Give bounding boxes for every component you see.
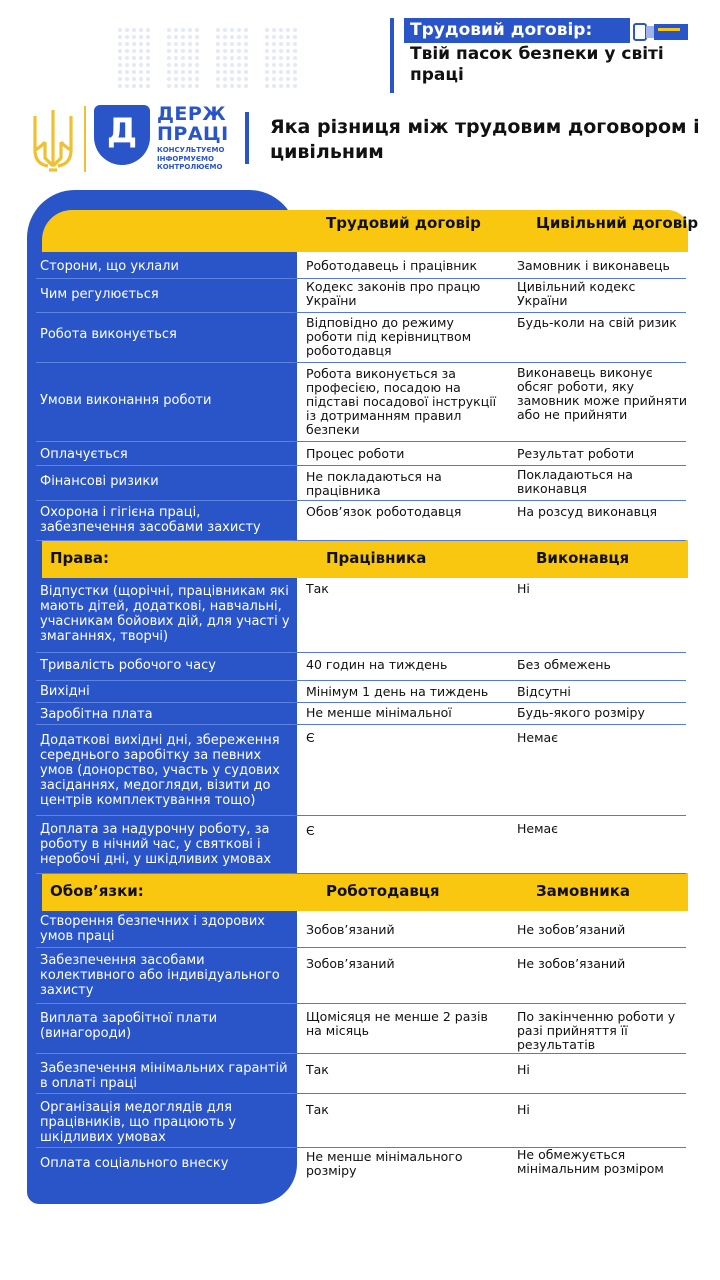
row-value-col2: Будь-якого розміру xyxy=(517,705,645,720)
decorative-dot xyxy=(293,70,297,74)
decorative-dot xyxy=(125,42,129,46)
decorative-dot xyxy=(279,42,283,46)
row-value-col1: Кодекс законів про працю України xyxy=(306,279,481,308)
row-value-col2: Цивільний кодекс України xyxy=(517,279,636,308)
row-label: Вихідні xyxy=(40,684,90,699)
decorative-dot xyxy=(279,63,283,67)
decorative-dot xyxy=(167,42,171,46)
decorative-dot xyxy=(132,35,136,39)
decorative-dot xyxy=(265,42,269,46)
header-contract-types xyxy=(42,210,699,252)
row-value-col1: Не покладаються на працівника xyxy=(306,469,442,498)
decorative-dot xyxy=(293,56,297,60)
decorative-dot xyxy=(132,77,136,81)
row-value-col2: Немає xyxy=(517,821,559,836)
decorative-dot xyxy=(223,49,227,53)
header-duties xyxy=(42,873,688,911)
decorative-dot xyxy=(167,28,171,32)
decorative-dot xyxy=(167,35,171,39)
header-rights-col-1: Працівника xyxy=(326,549,427,567)
row-divider xyxy=(294,947,686,948)
decorative-dot xyxy=(265,70,269,74)
headline-accent-bar xyxy=(245,112,249,164)
logo-tagline: КОНСУЛЬТУЄМО ІНФОРМУЄМО КОНТРОЛЮЄМО xyxy=(157,146,225,171)
row-label: Відпустки (щорічні, працівникам які мають дітей, додаткові, навчальні, учасникам бойових дій, для участі у змаганнях, творчі) xyxy=(40,584,290,644)
decorative-dot xyxy=(118,77,122,81)
decorative-dot xyxy=(139,35,143,39)
decorative-dot xyxy=(279,70,283,74)
decorative-dot xyxy=(272,28,276,32)
row-value-col1: Процес роботи xyxy=(306,446,405,461)
row-value-col2: По закінченню роботи у разі прийняття її результатів xyxy=(517,1009,676,1052)
decorative-dot xyxy=(265,84,269,88)
decorative-dot xyxy=(216,63,220,67)
row-value-col2: Результат роботи xyxy=(517,446,635,461)
row-divider xyxy=(36,540,294,541)
decorative-dot xyxy=(195,77,199,81)
header-contract-types-col-1: Трудовий договір xyxy=(326,214,481,232)
row-value-col1: Так xyxy=(306,581,329,596)
top-banner xyxy=(390,18,692,93)
decorative-dot xyxy=(195,70,199,74)
row-value-col1: Не менше мінімальної xyxy=(306,705,452,720)
row-value-col2: Немає xyxy=(517,730,559,745)
decorative-dot xyxy=(118,63,122,67)
decorative-dot xyxy=(181,35,185,39)
decorative-dot xyxy=(286,56,290,60)
row-label: Робота виконується xyxy=(40,327,177,342)
page-headline: Яка різниця між трудовим договором і цивільним xyxy=(270,116,700,163)
row-value-col2: Замовник і виконавець xyxy=(517,258,670,273)
decorative-dot xyxy=(167,70,171,74)
decorative-dot xyxy=(279,35,283,39)
row-label: Охорона і гігієна праці, забезпечення засобами захисту xyxy=(40,505,261,535)
row-value-col1: Роботодавець і працівник xyxy=(306,258,478,273)
decorative-dot xyxy=(195,28,199,32)
decorative-dot xyxy=(237,35,241,39)
decorative-dot xyxy=(286,84,290,88)
decorative-dot xyxy=(223,42,227,46)
decorative-dot xyxy=(195,63,199,67)
row-value-col2: Покладаються на виконавця xyxy=(517,467,633,496)
row-value-col2: Не обмежується мінімальним розміром xyxy=(517,1147,664,1176)
row-value-col1: Щомісяця не менше 2 разів на місяць xyxy=(306,1009,488,1038)
decorative-dot xyxy=(118,42,122,46)
decorative-dot xyxy=(167,49,171,53)
row-divider xyxy=(36,1093,294,1094)
decorative-dot xyxy=(244,77,248,81)
decorative-dot xyxy=(237,28,241,32)
decorative-dot xyxy=(230,35,234,39)
decorative-dot xyxy=(216,56,220,60)
row-value-col2: Не зобов’язаний xyxy=(517,956,626,971)
header-rights-col-2: Виконавця xyxy=(536,549,630,567)
decorative-dot xyxy=(125,56,129,60)
row-divider xyxy=(294,465,686,466)
decorative-dot xyxy=(230,49,234,53)
decorative-dot xyxy=(265,56,269,60)
banner-subtitle: Твій пасок безпеки у світі праці xyxy=(410,44,664,85)
row-value-col1: Мінімум 1 день на тиждень xyxy=(306,684,489,699)
banner-title: Трудовий договір: xyxy=(404,18,630,43)
decorative-dot xyxy=(146,56,150,60)
decorative-dot xyxy=(181,42,185,46)
decorative-dot xyxy=(118,28,122,32)
decorative-dot xyxy=(230,77,234,81)
row-divider xyxy=(294,873,686,874)
row-divider xyxy=(36,873,294,874)
pencil-icon xyxy=(632,18,690,46)
decorative-dot xyxy=(181,70,185,74)
decorative-dot xyxy=(118,49,122,53)
decorative-dot xyxy=(174,70,178,74)
decorative-dot xyxy=(293,63,297,67)
decorative-dot xyxy=(244,56,248,60)
row-label: Сторони, що уклали xyxy=(40,259,179,274)
decorative-dot xyxy=(118,56,122,60)
decorative-dot xyxy=(181,77,185,81)
decorative-dot xyxy=(244,49,248,53)
decorative-dot xyxy=(237,56,241,60)
decorative-dot xyxy=(279,49,283,53)
header-contract-types-col-2: Цивільний договір xyxy=(536,214,699,232)
decorative-dot xyxy=(244,42,248,46)
row-divider xyxy=(294,652,686,653)
row-label: Організація медоглядів для працівників, що працюють у шкідливих умовах xyxy=(40,1100,237,1145)
decorative-dot xyxy=(188,56,192,60)
row-divider xyxy=(294,680,686,681)
derzhpraci-logo-badge xyxy=(94,105,150,165)
decorative-dot xyxy=(244,84,248,88)
decorative-dot xyxy=(293,77,297,81)
decorative-dot xyxy=(188,28,192,32)
decorative-dot xyxy=(272,56,276,60)
decorative-dot xyxy=(195,84,199,88)
decorative-dot xyxy=(272,70,276,74)
decorative-dot xyxy=(286,77,290,81)
decorative-dot xyxy=(223,84,227,88)
logo-separator xyxy=(84,106,86,172)
decorative-dot xyxy=(181,56,185,60)
decorative-dot xyxy=(146,84,150,88)
decorative-dot xyxy=(181,84,185,88)
decorative-dot xyxy=(146,42,150,46)
row-value-col1: Не менше мінімального розміру xyxy=(306,1149,463,1178)
row-divider xyxy=(294,312,686,313)
row-value-col1: Відповідно до режиму роботи під керівництвом роботодавця xyxy=(306,315,472,358)
row-label: Умови виконання роботи xyxy=(40,393,212,408)
decorative-dot xyxy=(265,77,269,81)
decorative-dot xyxy=(279,56,283,60)
decorative-dot xyxy=(230,42,234,46)
row-divider xyxy=(36,278,294,279)
row-label: Створення безпечних і здорових умов праці xyxy=(40,914,265,944)
row-label: Фінансові ризики xyxy=(40,474,159,489)
row-divider xyxy=(36,947,294,948)
row-label: Тривалість робочого часу xyxy=(40,658,216,673)
decorative-dot xyxy=(286,28,290,32)
decorative-dot xyxy=(216,70,220,74)
decorative-dot xyxy=(223,63,227,67)
row-value-col2: Ні xyxy=(517,581,530,596)
decorative-dot xyxy=(125,63,129,67)
row-value-col1: Так xyxy=(306,1102,329,1117)
logo-title: ДЕРЖ ПРАЦІ xyxy=(157,103,229,145)
decorative-dot xyxy=(118,35,122,39)
decorative-dot xyxy=(195,35,199,39)
decorative-dot xyxy=(188,63,192,67)
header-rights-col-0: Права: xyxy=(50,549,110,567)
decorative-dot xyxy=(139,77,143,81)
decorative-dot xyxy=(146,49,150,53)
decorative-dot xyxy=(188,84,192,88)
row-divider xyxy=(36,680,294,681)
row-divider xyxy=(36,441,294,442)
decorative-dot xyxy=(286,42,290,46)
decorative-dot xyxy=(279,84,283,88)
row-value-col2: Виконавець виконує обсяг роботи, яку замовник може прийняти або не прийняти xyxy=(517,365,688,422)
decorative-dot xyxy=(139,49,143,53)
row-divider xyxy=(294,702,686,703)
decorative-dot xyxy=(181,63,185,67)
header-duties-col-1: Роботодавця xyxy=(326,882,440,900)
decorative-dot xyxy=(237,42,241,46)
decorative-dot xyxy=(244,63,248,67)
decorative-dot xyxy=(146,77,150,81)
row-value-col1: Робота виконується за професією, посадою на підставі посадової інструкції із дотриманням правил безпеки xyxy=(306,366,497,437)
decorative-dot xyxy=(132,84,136,88)
decorative-dot xyxy=(223,35,227,39)
decorative-dot xyxy=(237,77,241,81)
decorative-dot xyxy=(132,70,136,74)
decorative-dot xyxy=(195,56,199,60)
decorative-dot xyxy=(132,49,136,53)
decorative-dot xyxy=(223,77,227,81)
decorative-dot xyxy=(146,63,150,67)
row-divider xyxy=(36,312,294,313)
banner-accent-bar xyxy=(390,18,394,93)
decorative-dot xyxy=(216,77,220,81)
row-value-col2: Не зобов’язаний xyxy=(517,922,626,937)
decorative-dot xyxy=(286,49,290,53)
row-value-col1: 40 годин на тиждень xyxy=(306,657,448,672)
decorative-dot xyxy=(293,28,297,32)
row-value-col1: Зобов’язаний xyxy=(306,922,395,937)
row-value-col2: Будь-коли на свій ризик xyxy=(517,315,677,330)
row-value-col2: Без обмежень xyxy=(517,657,611,672)
header-duties-col-0: Обов’язки: xyxy=(50,882,144,900)
decorative-dot xyxy=(230,56,234,60)
decorative-dot xyxy=(132,28,136,32)
row-divider xyxy=(36,1147,294,1148)
decorative-dot xyxy=(216,28,220,32)
row-value-col2: Ні xyxy=(517,1102,530,1117)
decorative-dot xyxy=(272,42,276,46)
row-divider xyxy=(294,362,686,363)
row-divider xyxy=(294,815,686,816)
row-value-col2: Відсутні xyxy=(517,684,571,699)
row-divider xyxy=(294,540,686,541)
decorative-dot xyxy=(125,77,129,81)
row-label: Додаткові вихідні дні, збереження середнього заробітку за певних умов (донорство, участь у судових засіданнях, медогляди, візити до центрів комплектування тощо) xyxy=(40,733,280,808)
decorative-dot xyxy=(265,35,269,39)
decorative-dot xyxy=(125,49,129,53)
decorative-dot xyxy=(139,56,143,60)
decorative-dot xyxy=(167,63,171,67)
decorative-dot xyxy=(188,42,192,46)
decorative-dot xyxy=(188,77,192,81)
row-divider xyxy=(36,362,294,363)
logo-letter: Д xyxy=(106,111,138,151)
decorative-dot xyxy=(293,49,297,53)
row-label: Доплата за надурочну роботу, за роботу в нічний час, у святкові і неробочі дні, у шкідливих умовах xyxy=(40,822,272,867)
decorative-dot xyxy=(174,84,178,88)
decorative-dot xyxy=(139,28,143,32)
decorative-dot xyxy=(265,28,269,32)
decorative-dot xyxy=(188,70,192,74)
row-label: Забезпечення засобами колективного або індивідуального захисту xyxy=(40,953,280,998)
row-divider xyxy=(36,1053,294,1054)
decorative-dot xyxy=(167,56,171,60)
decorative-dot xyxy=(230,28,234,32)
decorative-dot xyxy=(216,35,220,39)
decorative-dot xyxy=(216,42,220,46)
decorative-dot xyxy=(174,56,178,60)
coat-of-arms-trident-icon xyxy=(28,106,78,174)
decorative-dot xyxy=(132,56,136,60)
row-value-col1: Є xyxy=(306,730,315,745)
row-value-col2: Ні xyxy=(517,1062,530,1077)
row-label: Оплачується xyxy=(40,447,128,462)
row-divider xyxy=(294,1093,686,1094)
row-divider xyxy=(294,1003,686,1004)
row-divider xyxy=(36,724,294,725)
decorative-dot xyxy=(146,70,150,74)
decorative-dot xyxy=(167,77,171,81)
decorative-dot xyxy=(230,70,234,74)
decorative-dot xyxy=(174,35,178,39)
row-divider xyxy=(36,702,294,703)
header-duties-col-2: Замовника xyxy=(536,882,631,900)
decorative-dot xyxy=(286,35,290,39)
decorative-dot xyxy=(272,35,276,39)
decorative-dot xyxy=(279,28,283,32)
decorative-dot xyxy=(174,42,178,46)
row-label: Заробітна плата xyxy=(40,707,153,722)
row-divider xyxy=(36,500,294,501)
decorative-dot xyxy=(174,63,178,67)
row-label: Чим регулюється xyxy=(40,287,159,302)
row-label: Виплата заробітної плати (винагороди) xyxy=(40,1011,218,1041)
decorative-dot xyxy=(174,49,178,53)
decorative-dot xyxy=(181,49,185,53)
decorative-dot xyxy=(118,84,122,88)
row-value-col1: Обов’язок роботодавця xyxy=(306,504,462,519)
decorative-dot xyxy=(132,42,136,46)
decorative-dot xyxy=(188,49,192,53)
decorative-dot xyxy=(125,70,129,74)
decorative-dot xyxy=(216,49,220,53)
header-rights xyxy=(42,540,688,578)
decorative-dot xyxy=(181,28,185,32)
decorative-dot xyxy=(139,84,143,88)
decorative-dot xyxy=(223,70,227,74)
row-divider xyxy=(36,815,294,816)
decorative-dot xyxy=(230,63,234,67)
decorative-dot xyxy=(139,63,143,67)
row-value-col1: Зобов’язаний xyxy=(306,956,395,971)
decorative-dot xyxy=(174,77,178,81)
row-divider xyxy=(36,465,294,466)
decorative-dot xyxy=(265,49,269,53)
decorative-dot xyxy=(279,77,283,81)
decorative-dot xyxy=(146,35,150,39)
decorative-dot xyxy=(188,35,192,39)
row-label: Оплата соціального внеску xyxy=(40,1156,229,1171)
decorative-dot xyxy=(132,63,136,67)
decorative-dot xyxy=(139,70,143,74)
decorative-dot xyxy=(293,42,297,46)
decorative-dot xyxy=(146,28,150,32)
decorative-dot xyxy=(293,84,297,88)
row-value-col2: На розсуд виконавця xyxy=(517,504,658,519)
row-divider xyxy=(294,1053,686,1054)
decorative-dot xyxy=(237,84,241,88)
decorative-dot xyxy=(272,84,276,88)
decorative-dot xyxy=(244,28,248,32)
decorative-dot xyxy=(139,42,143,46)
decorative-dot xyxy=(244,35,248,39)
decorative-dot xyxy=(195,49,199,53)
decorative-dot xyxy=(118,70,122,74)
decorative-dot xyxy=(286,63,290,67)
decorative-dot xyxy=(125,28,129,32)
row-divider xyxy=(36,1003,294,1004)
decorative-dot xyxy=(174,28,178,32)
decorative-dot xyxy=(244,70,248,74)
decorative-dot xyxy=(286,70,290,74)
decorative-dot xyxy=(223,56,227,60)
decorative-dot xyxy=(272,77,276,81)
decorative-dot xyxy=(265,63,269,67)
decorative-dot xyxy=(230,84,234,88)
decorative-dot xyxy=(125,84,129,88)
row-label: Забезпечення мінімальних гарантій в оплаті праці xyxy=(40,1061,288,1091)
decorative-dot xyxy=(237,49,241,53)
row-value-col1: Є xyxy=(306,823,315,838)
row-divider xyxy=(294,500,686,501)
decorative-dot xyxy=(195,42,199,46)
decorative-dot xyxy=(216,84,220,88)
decorative-dot xyxy=(167,84,171,88)
decorative-dot xyxy=(237,63,241,67)
decorative-dot xyxy=(272,49,276,53)
row-divider xyxy=(294,724,686,725)
decorative-dot xyxy=(223,28,227,32)
decorative-dot xyxy=(272,63,276,67)
decorative-dot xyxy=(125,35,129,39)
row-divider xyxy=(36,652,294,653)
decorative-dot xyxy=(237,70,241,74)
row-value-col1: Так xyxy=(306,1062,329,1077)
row-divider xyxy=(294,441,686,442)
decorative-dot xyxy=(293,35,297,39)
